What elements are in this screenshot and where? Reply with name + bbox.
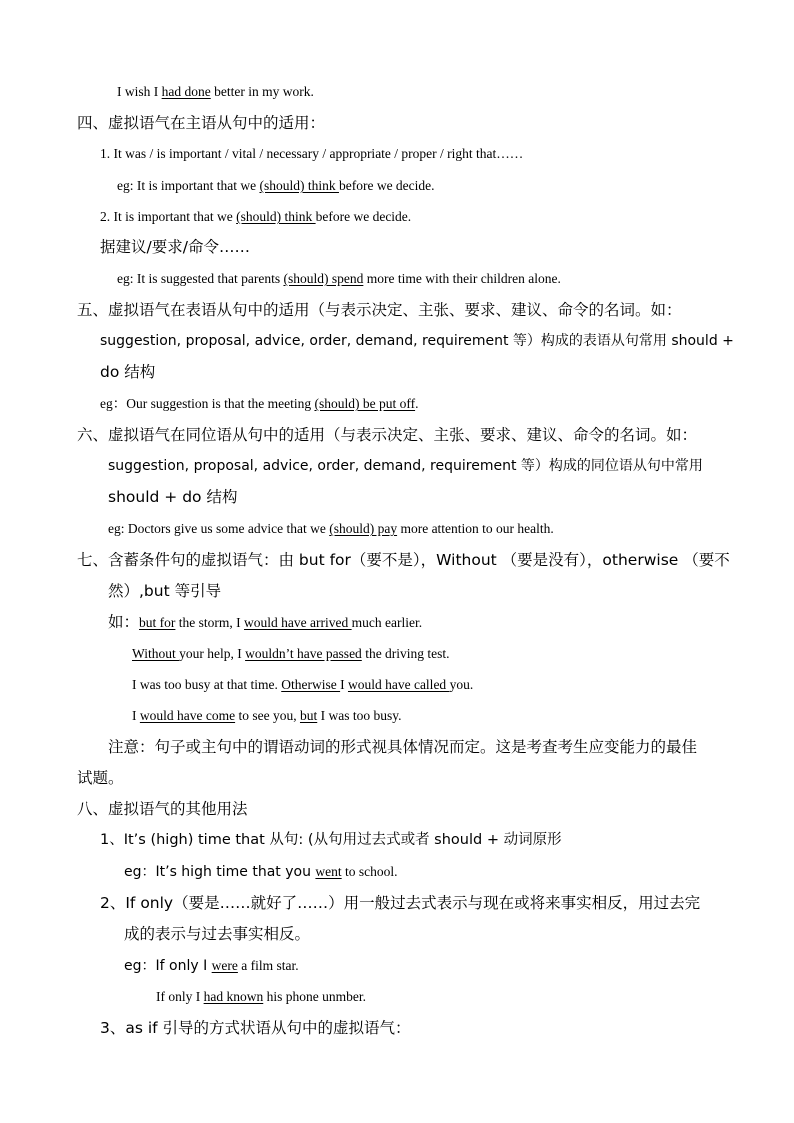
rule-8-1: 1、It’s (high) time that 从句: (从句用过去式或者 should + 动词原形: [100, 832, 562, 848]
example-8-2b: If only I had known his phone unmber.: [156, 989, 366, 1004]
example-4-1: eg: It is important that we (should) think before we decide.: [117, 178, 435, 193]
example-6: eg: Doctors give us some advice that we (should) pay more attention to our health.: [108, 521, 554, 536]
rule-8-3: 3、as if 引导的方式状语从句中的虚拟语气：: [100, 1019, 411, 1037]
example-7-1: 如：but for the storm, I would have arrived much earlier.: [108, 613, 423, 631]
section-7-heading: 七、含蓄条件句的虚拟语气：由 but for（要不是），Without （要是没有），otherwise （要不: [77, 551, 730, 569]
section-5-heading: 五、虚拟语气在表语从句中的适用（与表示决定、主张、要求、建议、命令的名词。如：: [77, 301, 682, 319]
example-wish: I wish I had done better in my work.: [117, 84, 314, 99]
section-4-heading: 四、虚拟语气在主语从句中的适用：: [77, 114, 326, 132]
example-8-2a: eg：If only I were a film star.: [124, 958, 299, 974]
note: 注意：句子或主句中的谓语动词的形式视具体情况而定。这是考查考生应变能力的最佳: [108, 738, 698, 756]
example-7-2: Without your help, I wouldn’t have passed the driving test.: [132, 646, 450, 661]
rule-4-1: 1. It was / is important / vital / necessary / appropriate / proper / right that……: [100, 146, 524, 161]
rule-8-2: 2、If only（要是……就好了……）用一般过去式表示与现在或将来事实相反，用过去完: [100, 894, 701, 912]
section-6-heading-cont2: should + do 结构: [108, 488, 238, 506]
section-6-heading-cont: suggestion, proposal, advice, order, demand, requirement 等）构成的同位语从句中常用: [108, 458, 703, 474]
rule-8-2-cont: 成的表示与过去事实相反。: [124, 925, 311, 943]
rule-4-3: 据建议/要求/命令……: [100, 238, 250, 256]
example-4-3: eg: It is suggested that parents (should) spend more time with their children alone.: [117, 271, 561, 286]
section-6-heading: 六、虚拟语气在同位语从句中的适用（与表示决定、主张、要求、建议、命令的名词。如：: [77, 426, 698, 444]
example-5: eg：Our suggestion is that the meeting (should) be put off.: [100, 396, 419, 411]
example-8-1: eg：It’s high time that you went to school.: [124, 864, 398, 880]
section-5-heading-cont2: do 结构: [100, 363, 156, 381]
rule-4-2: 2. It is important that we (should) think before we decide.: [100, 209, 412, 224]
section-8-heading: 八、虚拟语气的其他用法: [77, 800, 248, 818]
section-7-heading-cont: 然）,but 等引导: [108, 582, 222, 600]
example-7-4: I would have come to see you, but I was too busy.: [132, 708, 402, 723]
example-7-3: I was too busy at that time. Otherwise I would have called you.: [132, 677, 474, 692]
section-5-heading-cont: suggestion, proposal, advice, order, demand, requirement 等）构成的表语从句常用 should +: [100, 333, 734, 349]
note-cont: 试题。: [77, 769, 124, 787]
